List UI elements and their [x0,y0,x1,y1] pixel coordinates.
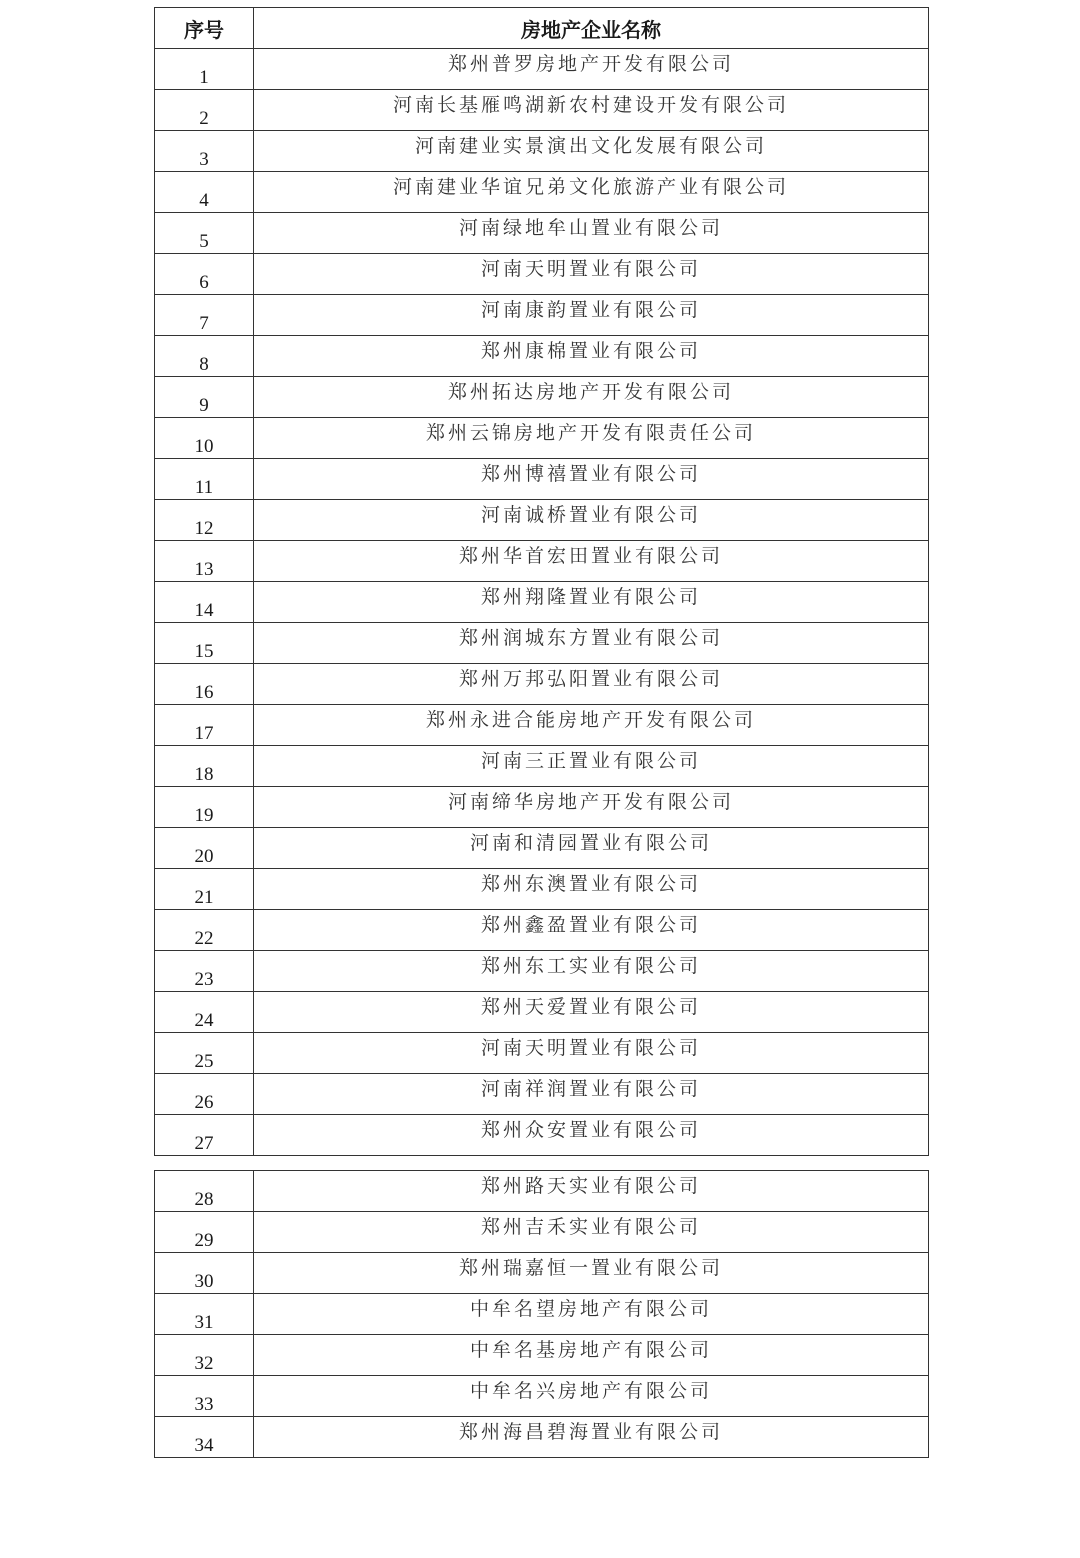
row-index: 18 [155,746,254,787]
table-row [155,1376,929,1417]
row-index: 1 [155,49,254,90]
row-index: 9 [155,377,254,418]
company-name: 郑州云锦房地产开发有限责任公司 [254,418,929,459]
table-row [155,1335,929,1376]
table-row [155,1417,929,1458]
company-name: 河南祥润置业有限公司 [254,1074,929,1115]
table-row [155,49,929,90]
table-row [155,131,929,172]
row-index: 21 [155,869,254,910]
table-row [155,213,929,254]
table-row [155,1033,929,1074]
table-row [155,910,929,951]
table-row [155,377,929,418]
company-name: 河南绿地牟山置业有限公司 [254,213,929,254]
row-index: 14 [155,582,254,623]
row-index: 20 [155,828,254,869]
company-name: 郑州瑞嘉恒一置业有限公司 [254,1253,929,1294]
company-name: 郑州众安置业有限公司 [254,1115,929,1156]
table-row [155,500,929,541]
table-row [155,459,929,500]
company-name: 郑州润城东方置业有限公司 [254,623,929,664]
table-row [155,254,929,295]
table-row [155,1253,929,1294]
table-row [155,295,929,336]
row-index: 29 [155,1212,254,1253]
company-name: 郑州普罗房地产开发有限公司 [254,49,929,90]
row-index: 27 [155,1115,254,1156]
company-name: 郑州康棉置业有限公司 [254,336,929,377]
row-index: 19 [155,787,254,828]
table-row [155,1171,929,1212]
row-index: 30 [155,1253,254,1294]
company-name: 河南长基雁鸣湖新农村建设开发有限公司 [254,90,929,131]
company-name: 郑州拓达房地产开发有限公司 [254,377,929,418]
row-index: 10 [155,418,254,459]
row-index: 24 [155,992,254,1033]
company-name: 河南和清园置业有限公司 [254,828,929,869]
company-name: 河南缔华房地产开发有限公司 [254,787,929,828]
company-name: 郑州天爱置业有限公司 [254,992,929,1033]
table-row [155,1074,929,1115]
row-index: 26 [155,1074,254,1115]
row-index: 11 [155,459,254,500]
table-row [155,541,929,582]
table-row [155,787,929,828]
company-name: 中牟名兴房地产有限公司 [254,1376,929,1417]
row-index: 22 [155,910,254,951]
company-name: 河南建业实景演出文化发展有限公司 [254,131,929,172]
row-index: 17 [155,705,254,746]
table-row [155,992,929,1033]
row-index: 34 [155,1417,254,1458]
row-index: 6 [155,254,254,295]
table-row [155,1212,929,1253]
table-header-row [155,8,929,49]
row-index: 33 [155,1376,254,1417]
table-row [155,1115,929,1156]
table-row [155,623,929,664]
row-index: 2 [155,90,254,131]
table-row [155,705,929,746]
header-company-name: 房地产企业名称 [254,8,929,49]
table-row [155,582,929,623]
row-index: 3 [155,131,254,172]
company-name: 郑州博禧置业有限公司 [254,459,929,500]
company-name: 郑州万邦弘阳置业有限公司 [254,664,929,705]
row-index: 23 [155,951,254,992]
row-index: 28 [155,1171,254,1212]
company-table-part-1 [154,7,929,1156]
table-row [155,90,929,131]
table-row [155,746,929,787]
company-name: 河南天明置业有限公司 [254,254,929,295]
row-index: 4 [155,172,254,213]
row-index: 5 [155,213,254,254]
row-index: 8 [155,336,254,377]
company-name: 河南康韵置业有限公司 [254,295,929,336]
company-name: 郑州华首宏田置业有限公司 [254,541,929,582]
company-name: 河南天明置业有限公司 [254,1033,929,1074]
company-name: 河南建业华谊兄弟文化旅游产业有限公司 [254,172,929,213]
table-row [155,1294,929,1335]
company-name: 河南三正置业有限公司 [254,746,929,787]
table-row [155,951,929,992]
table-row [155,664,929,705]
company-name: 郑州鑫盈置业有限公司 [254,910,929,951]
company-name: 中牟名基房地产有限公司 [254,1335,929,1376]
company-name: 郑州吉禾实业有限公司 [254,1212,929,1253]
table-row [155,172,929,213]
row-index: 32 [155,1335,254,1376]
row-index: 15 [155,623,254,664]
company-name: 郑州东澳置业有限公司 [254,869,929,910]
table-row [155,869,929,910]
company-name: 郑州东工实业有限公司 [254,951,929,992]
row-index: 12 [155,500,254,541]
header-index: 序号 [155,8,254,49]
row-index: 16 [155,664,254,705]
row-index: 31 [155,1294,254,1335]
table-row [155,336,929,377]
company-name: 中牟名望房地产有限公司 [254,1294,929,1335]
row-index: 25 [155,1033,254,1074]
table-row [155,828,929,869]
company-name: 河南诚桥置业有限公司 [254,500,929,541]
company-name: 郑州翔隆置业有限公司 [254,582,929,623]
table-row [155,418,929,459]
row-index: 7 [155,295,254,336]
company-name: 郑州路天实业有限公司 [254,1171,929,1212]
company-name: 郑州永进合能房地产开发有限公司 [254,705,929,746]
company-name: 郑州海昌碧海置业有限公司 [254,1417,929,1458]
company-table-part-2 [154,1170,929,1458]
row-index: 13 [155,541,254,582]
